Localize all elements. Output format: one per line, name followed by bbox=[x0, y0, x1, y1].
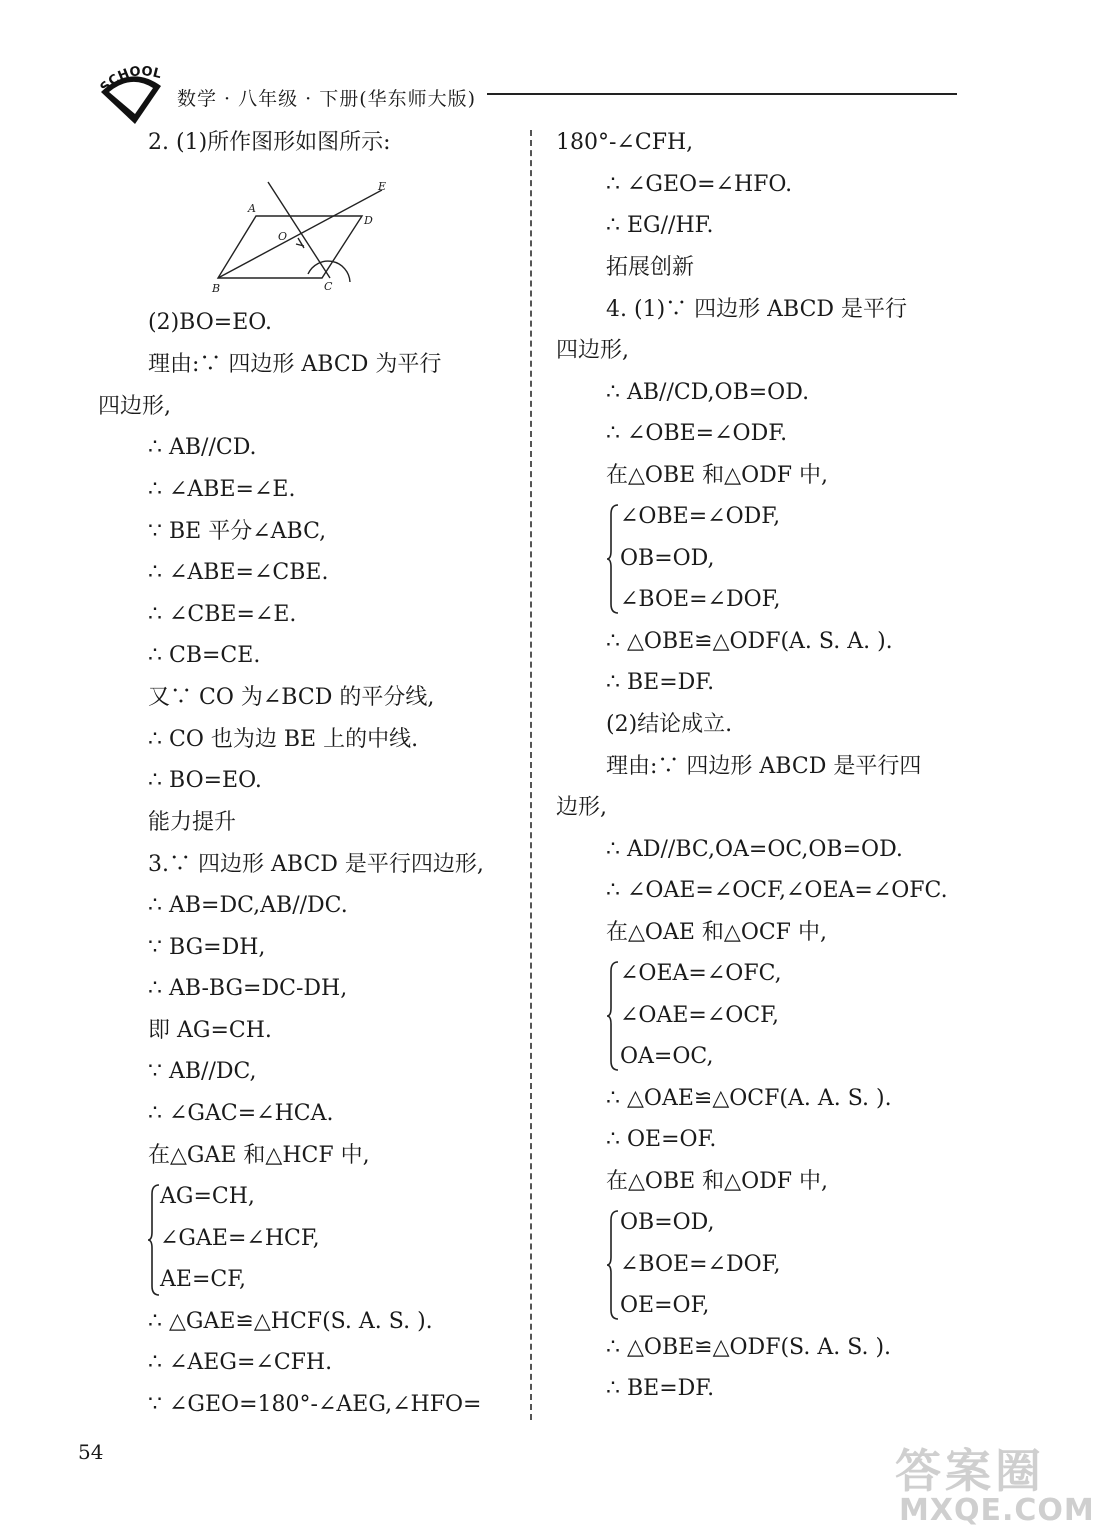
solution-line: 在△GAE 和△HCF 中, bbox=[148, 1143, 370, 1168]
solution-line: ∴ ∠CBE=∠E. bbox=[148, 602, 297, 627]
solution-line: 3.∵ 四边形 ABCD 是平行四边形, bbox=[148, 852, 484, 877]
solution-line: ∴ ∠ABE=∠E. bbox=[148, 477, 296, 502]
book-title: 数学 · 八年级 · 下册(华东师大版) bbox=[177, 88, 477, 110]
solution-line: 拓展创新 bbox=[606, 255, 695, 280]
solution-line: ∴ AB=DC,AB//DC. bbox=[148, 893, 348, 918]
solution-line: ∴ ∠OBE=∠ODF. bbox=[606, 421, 788, 446]
line-be bbox=[218, 190, 382, 278]
solution-line: ∵ BE 平分∠ABC, bbox=[148, 519, 327, 544]
solution-line: 四边形, bbox=[556, 338, 629, 363]
solution-line: ∴ ∠GAC=∠HCA. bbox=[148, 1101, 334, 1126]
solution-line: 180°-∠CFH, bbox=[556, 130, 694, 155]
solution-line: OB=OD, bbox=[620, 1210, 715, 1235]
solution-line: ∵ BG=DH, bbox=[148, 935, 266, 960]
solution-line: ∴ ∠AEG=∠CFH. bbox=[148, 1350, 333, 1375]
solution-line: ∴ AB//CD,OB=OD. bbox=[606, 380, 810, 405]
solution-line: (2)BO=EO. bbox=[148, 310, 273, 335]
brace-problem-3 bbox=[148, 1184, 160, 1296]
solution-line: ∠GAE=∠HCF, bbox=[160, 1226, 320, 1251]
watermark-line-1: 答案圈 bbox=[895, 1444, 1045, 1498]
solution-line: 2. (1)所作图形如图所示: bbox=[148, 130, 391, 155]
page-header bbox=[95, 62, 965, 132]
watermark bbox=[895, 1435, 1095, 1530]
solution-line: 即 AG=CH. bbox=[148, 1018, 272, 1043]
solution-line: ∴ △OBE≌△ODF(A. S. A. ). bbox=[606, 629, 893, 654]
solution-line: ∴ AD//BC,OA=OC,OB=OD. bbox=[606, 837, 903, 862]
solution-line: 能力提升 bbox=[148, 810, 237, 835]
solution-line: ∴ △OAE≌△OCF(A. A. S. ). bbox=[606, 1086, 892, 1111]
solution-line: ∴ EG//HF. bbox=[606, 213, 714, 238]
logo-text: SCHOOL bbox=[97, 64, 163, 96]
school-logo-icon bbox=[95, 62, 167, 128]
solution-line: 理由:∵ 四边形 ABCD 为平行 bbox=[148, 352, 442, 377]
brace-problem-4-1 bbox=[607, 504, 619, 614]
column-divider bbox=[530, 130, 532, 1420]
solution-line: ∴ △GAE≌△HCF(S. A. S. ). bbox=[148, 1309, 433, 1334]
solution-line: ∴ BE=DF. bbox=[606, 670, 715, 695]
solution-line: AE=CF, bbox=[160, 1267, 247, 1292]
label-a: A bbox=[248, 202, 256, 215]
construction-arc bbox=[308, 261, 350, 282]
solution-line: ∴ OE=OF. bbox=[606, 1127, 717, 1152]
solution-line: ∠BOE=∠DOF, bbox=[620, 587, 781, 612]
brace-problem-4-2b bbox=[607, 1210, 619, 1320]
label-o: O bbox=[278, 230, 288, 243]
solution-line: OB=OD, bbox=[620, 546, 715, 571]
label-c: C bbox=[324, 280, 333, 293]
parallelogram-abcd bbox=[218, 216, 362, 278]
label-b: B bbox=[212, 282, 221, 295]
brace-problem-4-2a bbox=[607, 961, 619, 1071]
construction-mark bbox=[296, 238, 304, 248]
label-d: D bbox=[364, 214, 373, 227]
page-number: 54 bbox=[78, 1440, 104, 1464]
label-e: E bbox=[378, 180, 387, 193]
solution-line: 四边形, bbox=[98, 394, 171, 419]
parallelogram-figure bbox=[212, 178, 392, 298]
solution-line: ∴ △OBE≌△ODF(S. A. S. ). bbox=[606, 1335, 892, 1360]
solution-line: ∵ AB//DC, bbox=[148, 1059, 257, 1084]
solution-line: AG=CH, bbox=[160, 1184, 255, 1209]
solution-line: ∴ AB//CD. bbox=[148, 435, 257, 460]
solution-line: ∠OBE=∠ODF, bbox=[620, 504, 781, 529]
solution-line: 理由:∵ 四边形 ABCD 是平行四 bbox=[606, 754, 922, 779]
solution-line: ∴ BO=EO. bbox=[148, 768, 262, 793]
solution-line: ∴ CO 也为边 BE 上的中线. bbox=[148, 727, 419, 752]
solution-line: 在△OBE 和△ODF 中, bbox=[606, 1169, 829, 1194]
solution-line: ∴ CB=CE. bbox=[148, 643, 261, 668]
solution-line: (2)结论成立. bbox=[606, 712, 733, 737]
solution-line: OA=OC, bbox=[620, 1044, 714, 1069]
solution-line: ∴ BE=DF. bbox=[606, 1376, 715, 1401]
solution-line: 边形, bbox=[556, 795, 607, 820]
solution-line: 在△OBE 和△ODF 中, bbox=[606, 463, 829, 488]
solution-line: 4. (1)∵ 四边形 ABCD 是平行 bbox=[606, 297, 908, 322]
solution-line: ∴ ∠GEO=∠HFO. bbox=[606, 172, 793, 197]
watermark-line-2: MXQE.COM bbox=[899, 1493, 1095, 1528]
solution-line: ∠OEA=∠OFC, bbox=[620, 961, 782, 986]
solution-line: ∠BOE=∠DOF, bbox=[620, 1252, 781, 1277]
solution-line: ∵ ∠GEO=180°-∠AEG,∠HFO= bbox=[148, 1392, 482, 1417]
solution-line: ∠OAE=∠OCF, bbox=[620, 1003, 779, 1028]
solution-line: ∴ ∠ABE=∠CBE. bbox=[148, 560, 329, 585]
solution-line: 在△OAE 和△OCF 中, bbox=[606, 920, 827, 945]
solution-line: ∴ AB-BG=DC-DH, bbox=[148, 976, 348, 1001]
header-rule bbox=[487, 93, 957, 95]
solution-line: OE=OF, bbox=[620, 1293, 710, 1318]
solution-line: ∴ ∠OAE=∠OCF,∠OEA=∠OFC. bbox=[606, 878, 948, 903]
solution-line: 又∵ CO 为∠BCD 的平分线, bbox=[148, 685, 435, 710]
